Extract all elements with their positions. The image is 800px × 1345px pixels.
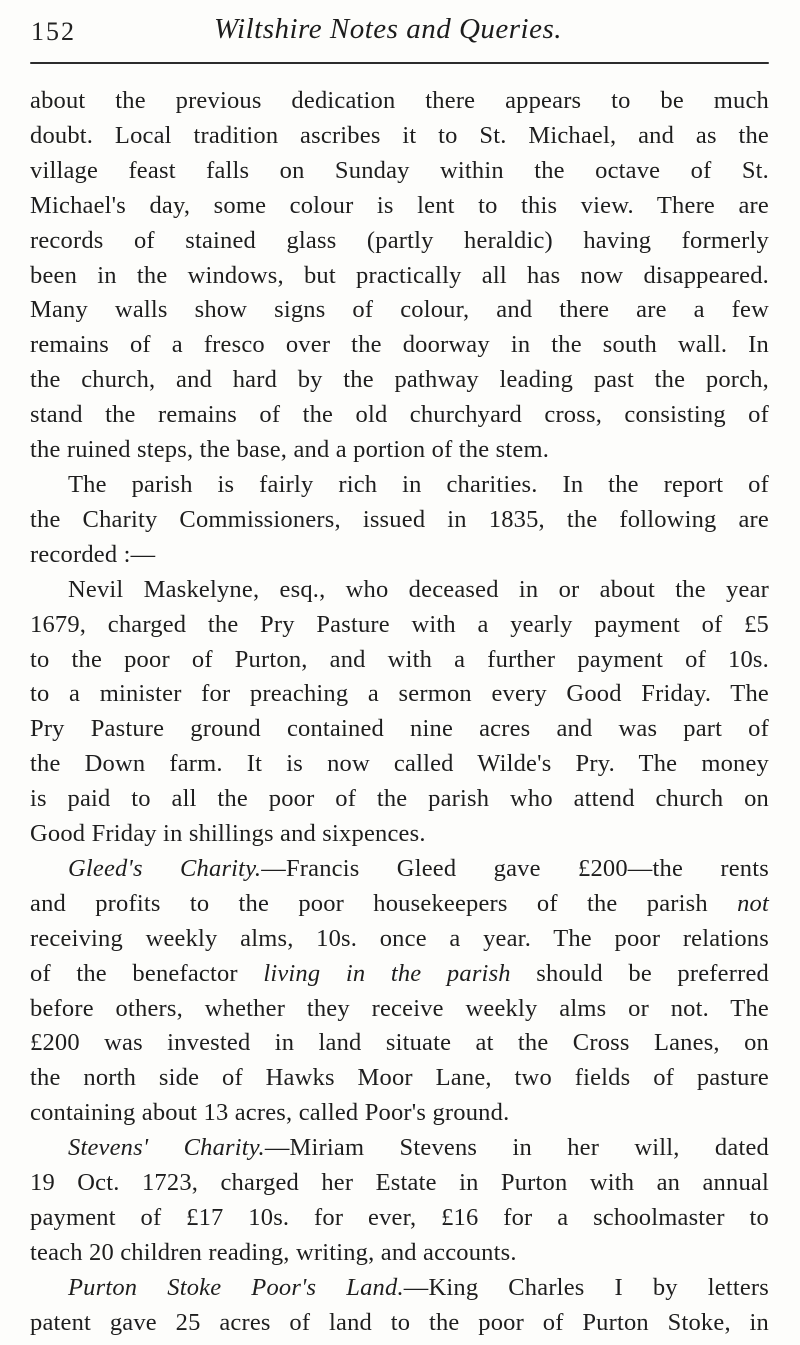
text-line — [30, 1201, 769, 1236]
text-line — [30, 154, 769, 189]
text-segment: 19 Oct. 1723, charged her Estate in Purton with an annual — [30, 1169, 769, 1197]
text-line — [30, 712, 769, 747]
text-segment: to the poor of Purton, and with a further payment of 10s. — [30, 645, 769, 673]
text-line — [30, 1166, 769, 1201]
text-line — [30, 1026, 769, 1061]
text-line — [30, 677, 769, 712]
text-line — [30, 189, 769, 224]
text-segment: —Miriam Stevens in her will, dated — [264, 1134, 769, 1162]
text-segment: village feast falls on Sunday within the octave of St. — [30, 156, 769, 184]
text-line — [30, 398, 769, 433]
text-line — [30, 468, 769, 503]
text-segment: before others, whether they receive weekly alms or not. The — [30, 994, 769, 1022]
text-line — [30, 84, 769, 119]
text-segment: The parish is fairly rich in charities. In the report of — [68, 470, 769, 498]
italic-text-segment: living in the parish — [263, 959, 511, 987]
text-line — [30, 747, 769, 782]
text-segment: Nevil Maskelyne, esq., who deceased in or about the year — [68, 575, 769, 603]
text-segment: to a minister for preaching a sermon every Good Friday. The — [30, 680, 769, 708]
text-line — [30, 1306, 769, 1341]
text-segment: patent gave 25 acres of land to the poor of Purton Stoke, in — [30, 1308, 769, 1336]
text-line — [30, 782, 769, 817]
text-line — [30, 293, 769, 328]
text-line — [30, 328, 769, 363]
italic-text-segment: Stevens' Charity. — [68, 1134, 265, 1162]
page-number: 152 — [31, 17, 76, 46]
header-rule — [30, 62, 769, 64]
text-segment: the Charity Commissioners, issued in 1835, the following are — [30, 505, 769, 533]
italic-text-segment: Purton Stoke Poor's Land. — [68, 1273, 404, 1301]
text-line — [30, 1271, 769, 1306]
text-segment: of the benefactor — [30, 959, 264, 987]
text-line — [30, 922, 769, 957]
text-line — [30, 608, 769, 643]
text-segment: receiving weekly alms, 10s. once a year. The poor relations — [30, 924, 769, 952]
journal-title: Wiltshire Notes and Queries. — [213, 13, 563, 45]
text-segment: doubt. Local tradition ascribes it to St. Michael, and as the — [30, 121, 769, 149]
italic-text-segment: not — [737, 889, 769, 917]
text-segment: —King Charles I by letters — [403, 1273, 769, 1301]
text-line — [30, 433, 769, 468]
text-segment: payment of £17 10s. for ever, £16 for a schoolmaster to — [30, 1204, 769, 1231]
text-segment: should be preferred — [510, 959, 769, 987]
text-line — [30, 643, 769, 678]
text-segment: remains of a fresco over the doorway in the south wall. In — [30, 331, 769, 359]
text-line — [30, 1236, 769, 1271]
text-line — [30, 992, 769, 1027]
text-line — [30, 887, 769, 922]
text-line — [30, 538, 769, 573]
text-segment: the Down farm. It is now called Wilde's Pry. The money — [30, 750, 769, 778]
text-segment: the north side of Hawks Moor Lane, two fields of pasture — [30, 1064, 769, 1092]
text-segment: Many walls show signs of colour, and there are a few — [30, 296, 769, 324]
text-line — [30, 1061, 769, 1096]
text-line — [30, 119, 769, 154]
text-line — [30, 957, 769, 992]
text-segment: containing about 13 acres, called Poor's ground. — [30, 1099, 510, 1127]
page-body — [30, 84, 769, 1341]
text-segment: stand the remains of the old churchyard cross, consisting of — [30, 401, 769, 429]
text-segment: and profits to the poor housekeepers of the parish — [30, 889, 738, 917]
italic-text-segment: Gleed's Charity. — [68, 854, 262, 882]
text-line — [30, 1096, 769, 1131]
text-line — [30, 573, 769, 608]
text-segment: Pry Pasture ground contained nine acres and was part of — [30, 715, 769, 743]
text-line — [30, 363, 769, 398]
text-segment: 1679, charged the Pry Pasture with a yearly payment of £5 — [30, 610, 769, 638]
text-segment: the church, and hard by the pathway leading past the porch, — [30, 366, 769, 394]
text-line — [30, 852, 769, 887]
text-line — [30, 1131, 769, 1166]
text-segment: been in the windows, but practically all has now disappeared. — [30, 261, 769, 289]
text-segment: is paid to all the poor of the parish who attend church on — [30, 785, 769, 813]
text-segment: about the previous dedication there appears to be much — [30, 87, 769, 114]
text-segment: £200 was invested in land situate at the Cross Lanes, on — [30, 1029, 769, 1057]
text-segment: teach 20 children reading, writing, and accounts. — [30, 1238, 517, 1266]
text-segment: —Francis Gleed gave £200—the rents — [261, 854, 769, 882]
text-line — [30, 817, 769, 852]
text-segment: records of stained glass (partly heraldic) having formerly — [30, 226, 769, 254]
text-line — [30, 224, 769, 259]
text-line — [30, 503, 769, 538]
text-segment: recorded :— — [30, 540, 156, 568]
text-line — [30, 259, 769, 294]
text-segment: Michael's day, some colour is lent to this view. There are — [30, 191, 769, 219]
text-segment: the ruined steps, the base, and a portion of the stem. — [30, 436, 550, 464]
text-segment: Good Friday in shillings and sixpences. — [30, 820, 426, 848]
